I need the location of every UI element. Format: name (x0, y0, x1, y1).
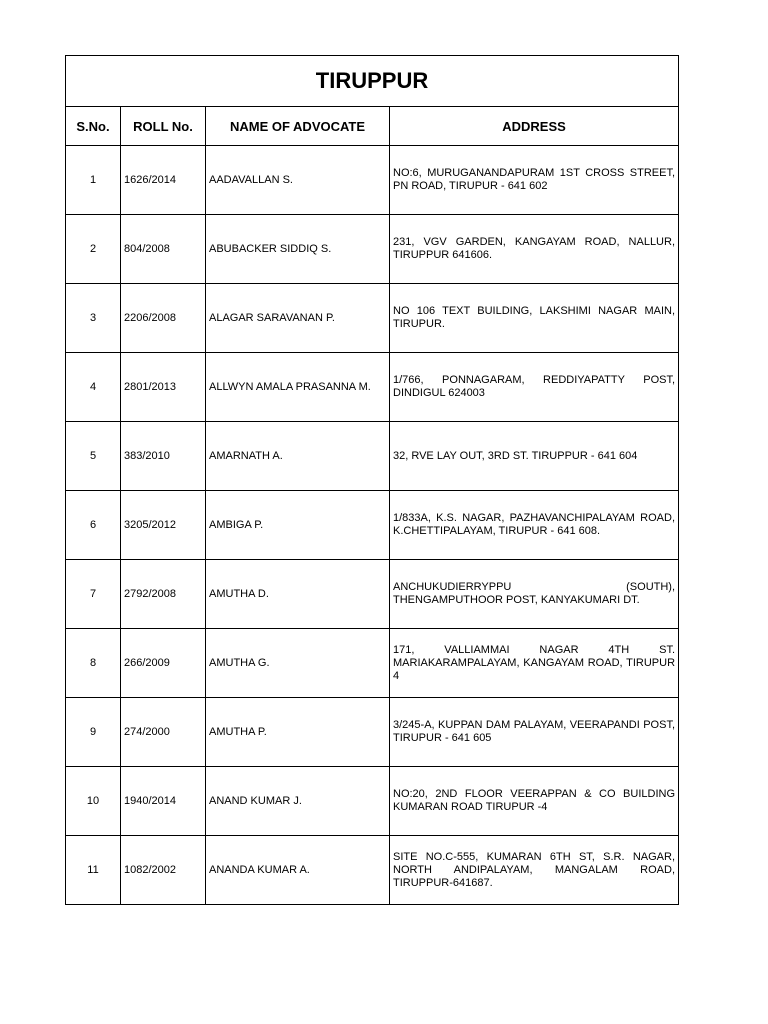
table-row (66, 629, 679, 698)
cell-sno: 5 (66, 422, 121, 491)
cell-advocate-name: AMARNATH A. (206, 422, 390, 491)
cell-advocate-name: ABUBACKER SIDDIQ S. (206, 215, 390, 284)
cell-roll-no: 383/2010 (121, 422, 206, 491)
cell-roll-no: 2206/2008 (121, 284, 206, 353)
title-row (66, 56, 679, 107)
table-body (66, 146, 679, 905)
cell-sno: 6 (66, 491, 121, 560)
cell-roll-no: 1940/2014 (121, 767, 206, 836)
cell-advocate-name: ALLWYN AMALA PRASANNA M. (206, 353, 390, 422)
cell-sno: 1 (66, 146, 121, 215)
cell-advocate-name: ANAND KUMAR J. (206, 767, 390, 836)
table-row (66, 560, 679, 629)
cell-address: 32, RVE LAY OUT, 3RD ST. TIRUPPUR - 641 604 (390, 422, 679, 491)
header-sno: S.No. (66, 107, 121, 146)
table-row (66, 284, 679, 353)
cell-advocate-name: AMUTHA G. (206, 629, 390, 698)
advocate-roll-table (65, 55, 679, 905)
cell-address: 231, VGV GARDEN, KANGAYAM ROAD, NALLUR, TIRUPPUR 641606. (390, 215, 679, 284)
table-row (66, 698, 679, 767)
cell-advocate-name: AMUTHA P. (206, 698, 390, 767)
cell-sno: 3 (66, 284, 121, 353)
cell-address: 3/245-A, KUPPAN DAM PALAYAM, VEERAPANDI POST, TIRUPUR - 641 605 (390, 698, 679, 767)
cell-advocate-name: AADAVALLAN S. (206, 146, 390, 215)
cell-roll-no: 266/2009 (121, 629, 206, 698)
cell-roll-no: 3205/2012 (121, 491, 206, 560)
table-row (66, 836, 679, 905)
cell-sno: 11 (66, 836, 121, 905)
cell-sno: 9 (66, 698, 121, 767)
header-roll: ROLL No. (121, 107, 206, 146)
cell-advocate-name: ALAGAR SARAVANAN P. (206, 284, 390, 353)
page-title: TIRUPPUR (66, 56, 679, 107)
cell-address: NO 106 TEXT BUILDING, LAKSHIMI NAGAR MAIN, TIRUPUR. (390, 284, 679, 353)
cell-advocate-name: AMBIGA P. (206, 491, 390, 560)
cell-address: ANCHUKUDIERRYPPU (SOUTH), THENGAMPUTHOOR POST, KANYAKUMARI DT. (390, 560, 679, 629)
table-row (66, 767, 679, 836)
cell-sno: 4 (66, 353, 121, 422)
cell-sno: 7 (66, 560, 121, 629)
header-row (66, 107, 679, 146)
cell-roll-no: 804/2008 (121, 215, 206, 284)
header-address: ADDRESS (390, 107, 679, 146)
cell-roll-no: 2801/2013 (121, 353, 206, 422)
table-row (66, 491, 679, 560)
cell-advocate-name: ANANDA KUMAR A. (206, 836, 390, 905)
header-name: NAME OF ADVOCATE (206, 107, 390, 146)
cell-roll-no: 2792/2008 (121, 560, 206, 629)
cell-roll-no: 1082/2002 (121, 836, 206, 905)
cell-roll-no: 1626/2014 (121, 146, 206, 215)
cell-sno: 2 (66, 215, 121, 284)
cell-sno: 10 (66, 767, 121, 836)
cell-address: 1/766, PONNAGARAM, REDDIYAPATTY POST, DINDIGUL 624003 (390, 353, 679, 422)
cell-advocate-name: AMUTHA D. (206, 560, 390, 629)
cell-sno: 8 (66, 629, 121, 698)
cell-roll-no: 274/2000 (121, 698, 206, 767)
cell-address: SITE NO.C-555, KUMARAN 6TH ST, S.R. NAGAR, NORTH ANDIPALAYAM, MANGALAM ROAD, TIRUPPUR-641687. (390, 836, 679, 905)
cell-address: NO:20, 2ND FLOOR VEERAPPAN & CO BUILDING KUMARAN ROAD TIRUPUR -4 (390, 767, 679, 836)
table-row (66, 422, 679, 491)
table-row (66, 353, 679, 422)
table-row (66, 146, 679, 215)
cell-address: 1/833A, K.S. NAGAR, PAZHAVANCHIPALAYAM ROAD, K.CHETTIPALAYAM, TIRUPUR - 641 608. (390, 491, 679, 560)
table-row (66, 215, 679, 284)
cell-address: NO:6, MURUGANANDAPURAM 1ST CROSS STREET, PN ROAD, TIRUPUR - 641 602 (390, 146, 679, 215)
cell-address: 171, VALLIAMMAI NAGAR 4TH ST. MARIAKARAMPALAYAM, KANGAYAM ROAD, TIRUPUR 4 (390, 629, 679, 698)
